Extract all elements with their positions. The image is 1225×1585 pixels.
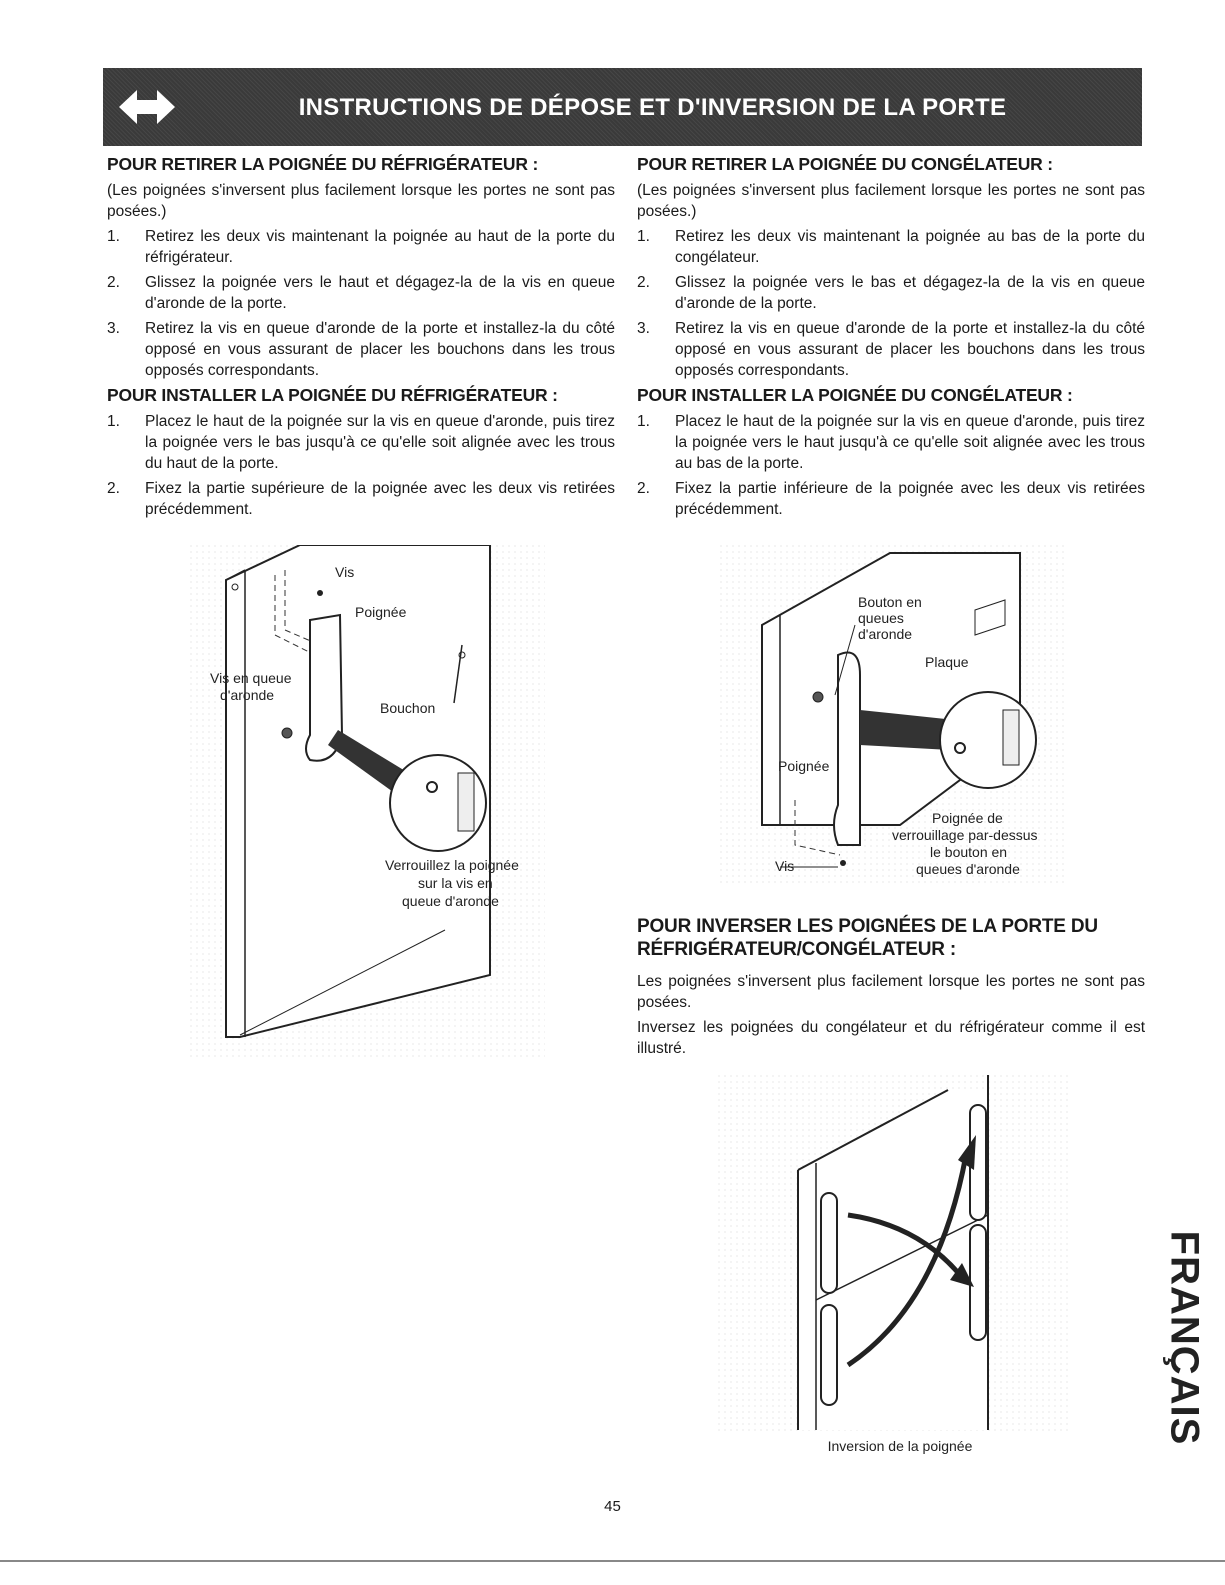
- language-side-tab: FRANÇAIS: [1162, 1230, 1207, 1445]
- section-title: POUR RETIRER LA POIGNÉE DU RÉFRIGÉRATEUR :: [107, 154, 539, 174]
- list-item: 1. Retirez les deux vis maintenant la poignée au haut de la porte du réfrigérateur.: [107, 228, 615, 266]
- section-title-line-2: RÉFRIGÉRATEUR/CONGÉLATEUR :: [637, 939, 957, 960]
- section-title: POUR INSTALLER LA POIGNÉE DU CONGÉLATEUR :: [637, 385, 1073, 405]
- list-item: 3. Retirez la vis en queue d'aronde de la porte et installez-la du côté opposé en vous assurant de placer les bouchons dans les trous opposés correspondants.: [637, 320, 1145, 379]
- list-item: 2. Glissez la poignée vers le bas et dégagez-la de la vis en queue d'aronde de la porte.: [637, 274, 1145, 312]
- label-verrou-4: queues d'aronde: [916, 861, 1020, 877]
- list-item: 2. Fixez la partie inférieure de la poignée avec les deux vis retirées précédemment.: [637, 480, 1145, 518]
- label-vis: Vis: [775, 858, 795, 874]
- label-verrou-2: verrouillage par-dessus: [892, 827, 1038, 843]
- list-item: 1. Retirez les deux vis maintenant la poignée au bas de la porte du congélateur.: [637, 228, 1145, 266]
- list-item: 1. Placez le haut de la poignée sur la vis en queue d'aronde, puis tirez la poignée vers le haut jusqu'à ce qu'elle soit alignée avec les trous au bas de la porte.: [637, 413, 1145, 472]
- label-verrou-1: Poignée de: [932, 810, 1003, 826]
- label-poignee: Poignée: [778, 758, 830, 774]
- page-title: INSTRUCTIONS DE DÉPOSE ET D'INVERSION DE LA PORTE: [298, 94, 1007, 121]
- list-item: 2. Fixez la partie supérieure de la poignée avec les deux vis retirées précédemment.: [107, 480, 615, 518]
- header-banner: [103, 68, 1142, 146]
- step-list: [107, 226, 615, 381]
- label-verrou-2: sur la vis en: [418, 875, 493, 891]
- reverse-handles-section: [637, 915, 1145, 1063]
- label-aronde: d'aronde: [220, 687, 275, 703]
- label-verrou-3: le bouton en: [930, 844, 1008, 860]
- bottom-rule: [0, 1560, 1225, 1562]
- figure-caption: Inversion de la poignée: [827, 1438, 973, 1454]
- section-title-line-1: POUR INVERSER LES POIGNÉES DE LA PORTE DU: [637, 916, 1098, 937]
- step-list: [637, 411, 1145, 520]
- step-list: [637, 226, 1145, 381]
- section-title: POUR INSTALLER LA POIGNÉE DU RÉFRIGÉRATEUR :: [107, 385, 558, 405]
- freezer-handle-figure: [720, 545, 1065, 885]
- list-item: 2. Glissez la poignée vers le haut et dégagez-la de la vis en queue d'aronde de la porte.: [107, 274, 615, 312]
- label-bouchon: Bouchon: [380, 700, 436, 716]
- right-column: [637, 154, 1145, 524]
- label-poignee: Poignée: [355, 604, 407, 620]
- step-list: [107, 411, 615, 520]
- label-verrou-3: queue d'aronde: [402, 893, 499, 909]
- label-bouton-2: queues: [858, 610, 904, 626]
- page-number: 45: [604, 1498, 621, 1515]
- intro-text: (Les poignées s'inversent plus facilement lorsque les portes ne sont pas posées.): [637, 182, 1145, 220]
- list-item: 1. Placez le haut de la poignée sur la vis en queue d'aronde, puis tirez la poignée vers le bas jusqu'à ce qu'elle soit alignée avec les trous du haut de la porte.: [107, 413, 615, 472]
- label-vis: Vis: [335, 564, 355, 580]
- list-item: 3. Retirez la vis en queue d'aronde de la porte et installez-la du côté opposé en vous assurant de placer les bouchons dans les trous opposés correspondants.: [107, 320, 615, 379]
- label-bouton-3: d'aronde: [858, 626, 913, 642]
- reverse-handles-figure: [718, 1075, 1068, 1435]
- label-vis-queue: Vis en queue: [210, 670, 292, 686]
- paragraph: Les poignées s'inversent plus facilement lorsque les portes ne sont pas posées.: [637, 973, 1145, 1011]
- intro-text: (Les poignées s'inversent plus facilement lorsque les portes ne sont pas posées.): [107, 182, 615, 220]
- label-plaque: Plaque: [925, 654, 969, 670]
- label-verrou-1: Verrouillez la poignée: [385, 857, 519, 873]
- section-title: POUR RETIRER LA POIGNÉE DU CONGÉLATEUR :: [637, 154, 1053, 174]
- left-column: [107, 154, 615, 524]
- paragraph: Inversez les poignées du congélateur et du réfrigérateur comme il est illustré.: [637, 1019, 1145, 1057]
- refrigerator-handle-figure: [190, 545, 545, 1060]
- label-bouton-1: Bouton en: [858, 594, 922, 610]
